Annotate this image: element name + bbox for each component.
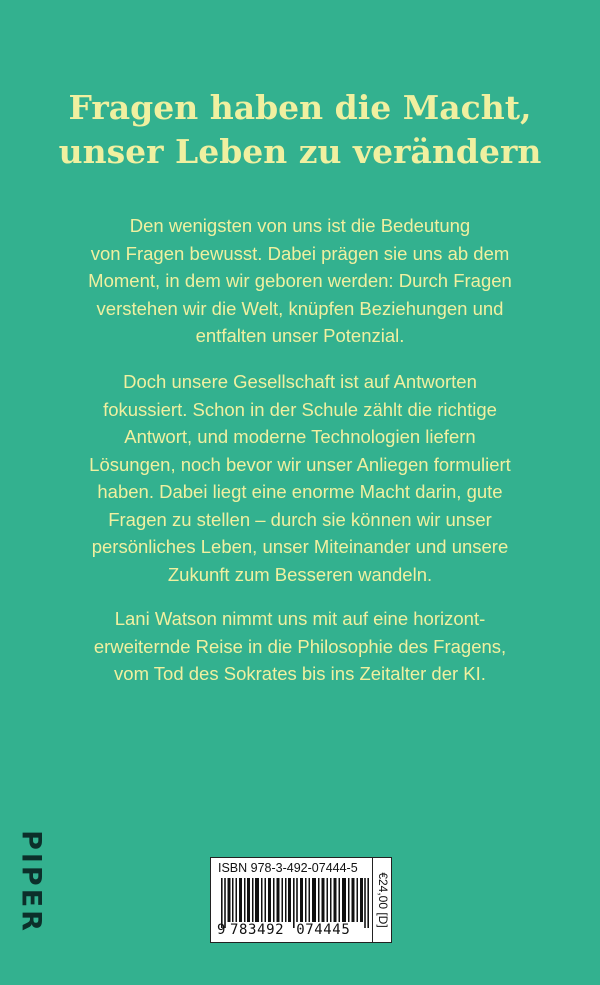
blurb-line: entfalten unser Potenzial. (195, 325, 405, 346)
barcode-label (210, 857, 392, 943)
blurb-line: verstehen wir die Welt, knüpfen Beziehungen und (96, 297, 504, 319)
blurb-line: fokussiert. Schon in der Schule zählt die richtige (103, 398, 497, 420)
blurb-line: Antwort, und moderne Technologien liefern (124, 426, 476, 447)
price-label (372, 858, 393, 942)
barcode-digit-group-left: 783492 (230, 922, 285, 938)
blurb-paragraph-2 (30, 368, 570, 588)
blurb-line: persönliches Leben, unser Miteinander und unsere (91, 536, 509, 557)
blurb-line: Den wenigsten von uns ist die Bedeutung (129, 215, 471, 236)
blurb-line: Lösungen, noch bevor wir unser Anliegen formuliert (89, 453, 511, 475)
blurb-line: erweiternde Reise in die Philosophie des Fragens, (93, 635, 507, 657)
barcode-icon (221, 878, 369, 928)
barcode-digits (217, 922, 373, 938)
cover-headline (0, 86, 600, 174)
headline-line-2: unser Leben zu verändern (58, 132, 542, 171)
barcode-digit-first: 9 (217, 922, 227, 938)
headline-line-1: Fragen haben die Macht, (68, 88, 532, 127)
blurb-line: Lani Watson nimmt uns mit auf eine horizont- (114, 608, 486, 629)
isbn-number: ISBN 978-3-492-07444-5 (218, 861, 358, 875)
publisher-name: PIPER (15, 830, 47, 934)
price-text: €24,00 [D] (376, 872, 390, 928)
publisher-logo (16, 826, 46, 938)
barcode-digit-group-right: 074445 (296, 922, 351, 938)
blurb-line: Moment, in dem wir geboren werden: Durch Fragen (88, 270, 512, 291)
blurb-paragraph-3 (30, 605, 570, 688)
blurb-line: von Fragen bewusst. Dabei prägen sie uns ab dem (90, 242, 510, 264)
blurb-line: Doch unsere Gesellschaft ist auf Antworten (123, 371, 477, 392)
blurb-line: haben. Dabei liegt eine enorme Macht darin, gute (97, 481, 503, 502)
blurb-line: vom Tod des Sokrates bis ins Zeitalter der KI. (114, 663, 486, 684)
blurb-paragraph-1 (30, 212, 570, 350)
blurb-line: Zukunft zum Besseren wandeln. (167, 563, 433, 585)
blurb-line: Fragen zu stellen – durch sie können wir unser (108, 508, 492, 530)
